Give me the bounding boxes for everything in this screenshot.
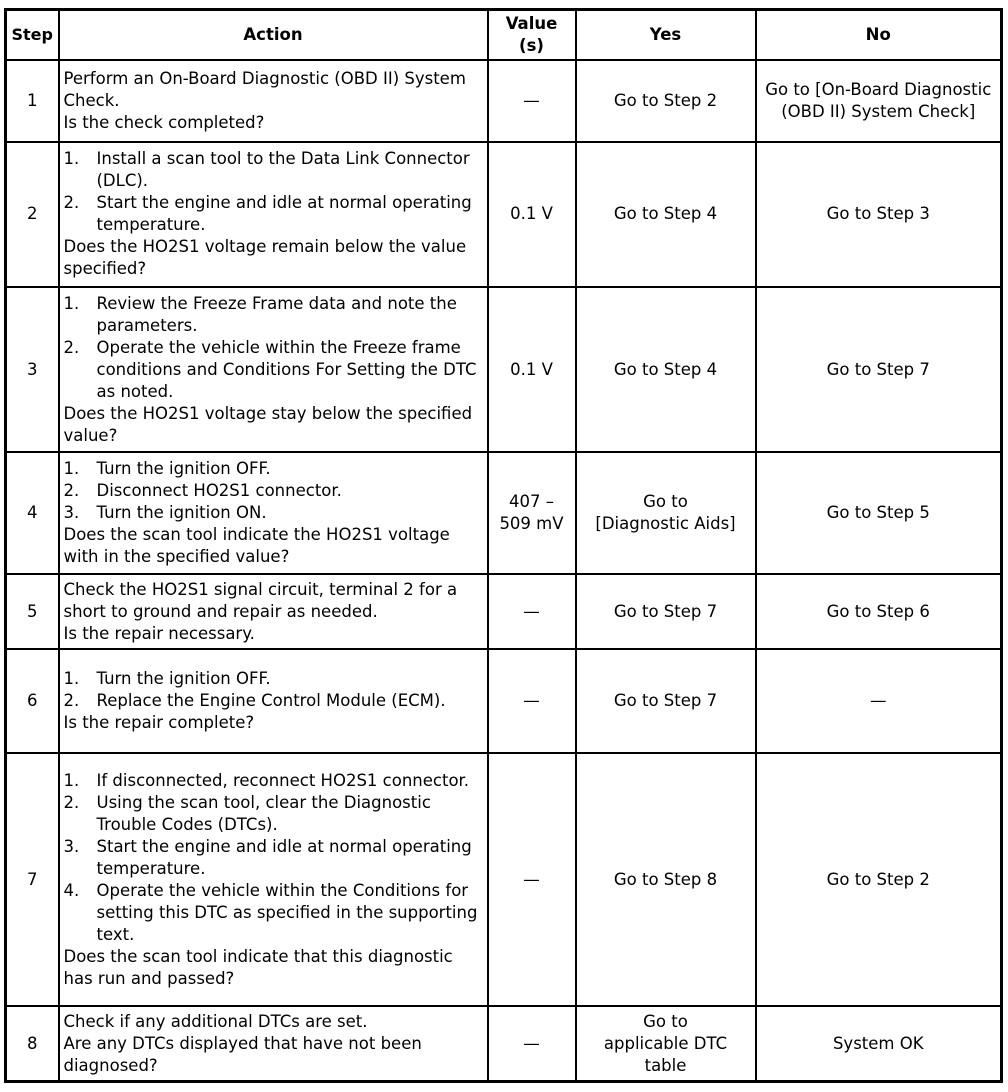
- value-cell: 0.1 V: [488, 142, 576, 287]
- action-steps-list: [64, 148, 483, 236]
- action-steps-list: [64, 458, 483, 524]
- step-number: 8: [6, 1006, 59, 1081]
- action-step-number: 4.: [63, 880, 80, 900]
- action-step-text: Turn the ignition OFF.: [96, 668, 271, 688]
- step-number: 7: [6, 753, 59, 1006]
- step-number: 3: [6, 287, 59, 452]
- action-question: Check if any additional DTCs are set. Are any DTCs displayed that have not been diagnosed?: [63, 1011, 422, 1075]
- action-cell: [59, 287, 488, 452]
- action-step-number: 2.: [63, 337, 80, 357]
- action-step-number: 1.: [63, 770, 80, 790]
- header-value: Value (s): [488, 10, 576, 60]
- no-cell: —: [756, 649, 1002, 753]
- yes-cell: Go to Step 7: [576, 649, 756, 753]
- action-question: Is the repair complete?: [63, 712, 255, 732]
- action-steps-list: [64, 293, 483, 403]
- step-number: 5: [6, 574, 59, 648]
- action-step-text: Install a scan tool to the Data Link Connector (DLC).: [96, 149, 470, 191]
- action-step-number: 2.: [63, 792, 80, 812]
- action-steps-list: [64, 668, 483, 712]
- action-question: Perform an On-Board Diagnostic (OBD II) System Check. Is the check completed?: [63, 68, 466, 132]
- action-step: [64, 880, 483, 946]
- action-cell: [59, 142, 488, 287]
- action-question: Does the HO2S1 voltage remain below the value specified?: [63, 237, 467, 279]
- action-step-text: Turn the ignition ON.: [96, 503, 267, 523]
- action-step: [64, 480, 483, 502]
- table-row: [6, 60, 1002, 142]
- action-step: [64, 148, 483, 192]
- action-step-number: 1.: [63, 149, 80, 169]
- action-cell: [59, 452, 488, 574]
- action-step: [64, 770, 483, 792]
- action-step-number: 3.: [63, 836, 80, 856]
- action-step: [64, 293, 483, 337]
- header-action: Action: [59, 10, 488, 60]
- action-step: [64, 337, 483, 403]
- no-cell: Go to Step 6: [756, 574, 1002, 648]
- action-step: [64, 192, 483, 236]
- action-cell: [59, 60, 488, 142]
- header-step: Step: [6, 10, 59, 60]
- action-step-number: 2.: [63, 690, 80, 710]
- no-cell: Go to Step 5: [756, 452, 1002, 574]
- action-step: [64, 836, 483, 880]
- no-cell: Go to Step 2: [756, 753, 1002, 1006]
- action-step-number: 2.: [63, 193, 80, 213]
- action-step-text: Start the engine and idle at normal operating temperature.: [96, 193, 472, 235]
- action-step-number: 1.: [63, 459, 80, 479]
- action-step-number: 3.: [63, 503, 80, 523]
- action-cell: [59, 574, 488, 648]
- step-number: 1: [6, 60, 59, 142]
- table-row: [6, 142, 1002, 287]
- header-no: No: [756, 10, 1002, 60]
- value-cell: —: [488, 60, 576, 142]
- header-yes: Yes: [576, 10, 756, 60]
- action-steps-list: [64, 770, 483, 946]
- action-step: [64, 502, 483, 524]
- action-step-number: 1.: [63, 668, 80, 688]
- action-step-text: Operate the vehicle within the Conditions for setting this DTC as specified in the supporting text.: [96, 880, 478, 944]
- yes-cell: Go to Step 8: [576, 753, 756, 1006]
- yes-cell: Go to Step 2: [576, 60, 756, 142]
- yes-cell: Go to applicable DTC table: [576, 1006, 756, 1081]
- no-cell: System OK: [756, 1006, 1002, 1081]
- value-cell: —: [488, 753, 576, 1006]
- no-cell: Go to Step 7: [756, 287, 1002, 452]
- action-step: [64, 690, 483, 712]
- no-cell: Go to [On-Board Diagnostic (OBD II) System Check]: [756, 60, 1002, 142]
- action-question: Does the scan tool indicate the HO2S1 voltage with in the specified value?: [63, 525, 450, 567]
- step-number: 4: [6, 452, 59, 574]
- value-cell: —: [488, 649, 576, 753]
- action-step: [64, 668, 483, 690]
- action-step-number: 2.: [63, 481, 80, 501]
- yes-cell: Go to [Diagnostic Aids]: [576, 452, 756, 574]
- table-row: [6, 1006, 1002, 1081]
- action-step-text: Operate the vehicle within the Freeze frame conditions and Conditions For Setting the DTC as noted.: [96, 337, 477, 401]
- action-step-text: If disconnected, reconnect HO2S1 connector.: [96, 770, 470, 790]
- step-number: 6: [6, 649, 59, 753]
- action-cell: [59, 1006, 488, 1081]
- header-row: [6, 10, 1002, 60]
- action-step-text: Start the engine and idle at normal operating temperature.: [96, 836, 472, 878]
- value-cell: —: [488, 574, 576, 648]
- yes-cell: Go to Step 7: [576, 574, 756, 648]
- action-step-text: Review the Freeze Frame data and note the parameters.: [96, 293, 457, 335]
- value-cell: 0.1 V: [488, 287, 576, 452]
- diagnostic-table: [4, 8, 1003, 1083]
- value-cell: —: [488, 1006, 576, 1081]
- value-cell: 407 – 509 mV: [488, 452, 576, 574]
- action-step: [64, 792, 483, 836]
- action-question: Does the HO2S1 voltage stay below the specified value?: [63, 403, 473, 445]
- table-row: [6, 574, 1002, 648]
- action-step-text: Using the scan tool, clear the Diagnostic Trouble Codes (DTCs).: [96, 792, 431, 834]
- action-question: Does the scan tool indicate that this diagnostic has run and passed?: [63, 946, 453, 988]
- yes-cell: Go to Step 4: [576, 142, 756, 287]
- action-cell: [59, 753, 488, 1006]
- action-question: Check the HO2S1 signal circuit, terminal 2 for a short to ground and repair as needed. Is the repair necessary.: [63, 579, 458, 643]
- action-cell: [59, 649, 488, 753]
- action-step: [64, 458, 483, 480]
- table-row: [6, 753, 1002, 1006]
- action-step-text: Disconnect HO2S1 connector.: [96, 481, 342, 501]
- no-cell: Go to Step 3: [756, 142, 1002, 287]
- action-step-text: Replace the Engine Control Module (ECM).: [96, 690, 446, 710]
- action-step-number: 1.: [63, 293, 80, 313]
- table-row: [6, 452, 1002, 574]
- yes-cell: Go to Step 4: [576, 287, 756, 452]
- action-step-text: Turn the ignition OFF.: [96, 459, 271, 479]
- table-row: [6, 649, 1002, 753]
- step-number: 2: [6, 142, 59, 287]
- table-row: [6, 287, 1002, 452]
